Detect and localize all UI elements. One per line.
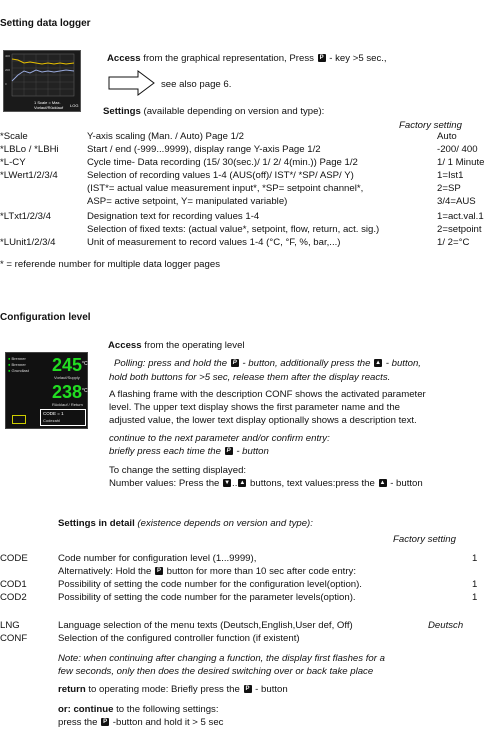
- change-line-1: To change the setting displayed:: [109, 465, 247, 476]
- logger-setting-value: 1=act.val.1: [437, 211, 484, 222]
- logger-setting-row: [0, 170, 492, 181]
- device-labels: [8, 356, 29, 374]
- p-key-icon: P: [245, 686, 250, 693]
- logger-setting-value: Auto: [437, 131, 457, 142]
- logger-setting-value: -200/ 400: [437, 144, 478, 155]
- logger-setting-desc: Selection of fixed texts: (actual value*, setpoint, flow, return, act. sig.): [87, 224, 380, 235]
- return-text: to operating mode: Briefly press the: [85, 684, 240, 695]
- cod1-desc: Possibility of setting the code number for the configuration level(option).: [58, 579, 362, 590]
- logger-setting-row: [0, 224, 492, 235]
- right-arrow-icon: [108, 70, 156, 96]
- see-also-text: see also page 6.: [161, 79, 232, 90]
- logger-setting-desc: Unit of measurement to record values 1-4 (°C, °F, %, bar,...): [87, 237, 341, 248]
- continue-text-b: - button: [233, 446, 269, 457]
- logger-setting-code: *LWert1/2/3/4: [0, 170, 58, 181]
- device-label-2-text: Brenner: [11, 362, 26, 367]
- p-key-icon: P: [232, 360, 237, 367]
- flash-line-2: level. The upper text display shows the first parameter name and the: [109, 402, 400, 413]
- device-value-top: 245: [52, 355, 83, 375]
- logger-caption-line1: 1 Scale = Max.: [34, 100, 61, 105]
- settings-detail-italic: (existence depends on version and type):: [134, 518, 313, 529]
- logger-setting-value: 2=setpoint: [437, 224, 482, 235]
- svg-text:400: 400: [5, 54, 11, 58]
- logger-setting-value: 1/ 1 Minute: [437, 157, 485, 168]
- continue-text-a: briefly press each time the: [109, 446, 221, 457]
- device-label-1: ● Brenner: [8, 356, 26, 361]
- lng-code: LNG: [0, 620, 20, 631]
- code-code: CODE: [0, 553, 28, 564]
- config-access: [108, 340, 245, 351]
- or-text: to the following settings:: [113, 704, 219, 715]
- conf-code: CONF: [0, 633, 28, 644]
- cod2-value: 1: [472, 592, 478, 603]
- press-text-b: -button and hold it > 5 sec: [110, 717, 224, 728]
- logger-setting-value: 1/ 2=°C: [437, 237, 470, 248]
- logger-setting-desc: Y-axis scaling (Man. / Auto) Page 1/2: [87, 131, 244, 142]
- device-code-sub: Codezahl: [43, 418, 60, 423]
- logger-setting-value: 3/4=AUS: [437, 196, 476, 207]
- factory-setting-header-2: Factory setting: [393, 534, 456, 545]
- logger-setting-desc: Cycle time- Data recording (15/ 30(sec.)/ 1/ 2/ 4(min.)) Page 1/2: [87, 157, 358, 168]
- or-line: [58, 704, 219, 715]
- logger-setting-desc: Start / end (-999...9999), display range Y-axis Page 1/2: [87, 144, 321, 155]
- device-value-bottom: 238: [52, 382, 83, 402]
- settings-detail-bold: Settings in detail: [58, 518, 135, 529]
- controller-display-image: [5, 352, 88, 429]
- polling-text-1: Polling: press and hold the: [114, 358, 228, 369]
- logger-setting-row: [0, 157, 492, 168]
- settings-text: (available depending on version and type):: [140, 106, 325, 117]
- logger-setting-code: *LBLo / *LBHi: [0, 144, 59, 155]
- config-access-text: from the operating level: [141, 340, 245, 351]
- note-line-1: Note: when continuing after changing a function, the display first flashes for a: [58, 653, 385, 664]
- access-line-1: [107, 53, 387, 64]
- conf-desc: Selection of the configured controller function (if existent): [58, 633, 300, 644]
- logger-log-label: LOG: [70, 103, 79, 108]
- code-value: 1: [472, 553, 478, 564]
- change-line-2: [109, 478, 423, 489]
- device-unit-top: °C: [82, 361, 88, 367]
- device-label-3: ● Grundlast: [8, 368, 29, 373]
- logger-setting-value: 1=Ist1: [437, 170, 464, 181]
- p-key-icon: P: [319, 55, 324, 62]
- device-label-1-text: Brenner: [11, 356, 26, 361]
- settings-bold: Settings: [103, 106, 141, 117]
- note-line-2: few seconds, only then does the desired switching over or back take place: [58, 666, 374, 677]
- section-title-data-logger: Setting data logger: [0, 18, 91, 29]
- cod1-value: 1: [472, 579, 478, 590]
- footnote: * = referende number for multiple data logger pages: [0, 259, 220, 270]
- polling-line-2: hold both buttons for >5 sec, release them after the display reacts.: [109, 372, 391, 383]
- flash-line-3: adjusted value, the lower text display optionally shows a description text.: [109, 415, 417, 426]
- logger-setting-row: [0, 183, 492, 194]
- logger-setting-desc: Designation text for recording values 1-4: [87, 211, 260, 222]
- cod2-desc: Possibility of setting the code number for the parameter levels(option).: [58, 592, 356, 603]
- up-key-icon: ▲: [239, 480, 246, 487]
- access-bold: Access: [107, 53, 141, 64]
- logger-setting-desc: ASP= active setpoint, Y= manipulated variable): [87, 196, 288, 207]
- access-text: from the graphical representation, Press: [140, 53, 314, 64]
- down-key-icon: ▼: [224, 480, 231, 487]
- press-text-a: press the: [58, 717, 98, 728]
- settings-heading: [103, 106, 324, 117]
- logger-setting-row: [0, 211, 492, 222]
- change-text-a: Number values: Press the: [109, 478, 220, 489]
- code-alt-text-b: button for more than 10 sec after code entry:: [164, 566, 356, 577]
- device-code-line: CODE = 1: [43, 411, 64, 416]
- flash-line-1: A flashing frame with the description CONF shows the activated parameter: [109, 389, 426, 400]
- or-bold: or: continue: [58, 704, 114, 715]
- logger-setting-value: 2=SP: [437, 183, 461, 194]
- logger-setting-row: [0, 144, 492, 155]
- code-desc: Code number for configuration level (1...9999),: [58, 553, 257, 564]
- logger-setting-code: *LTxt1/2/3/4: [0, 211, 52, 222]
- change-text-b: ..: [232, 478, 238, 489]
- logger-setting-code: *Scale: [0, 131, 28, 142]
- access-after: - key >5 sec.,: [326, 53, 387, 64]
- change-text-c: buttons, text values:press the: [247, 478, 375, 489]
- p-key-icon: P: [226, 448, 231, 455]
- p-key-icon: P: [156, 568, 161, 575]
- lng-desc: Language selection of the menu texts (Deutsch,English,User def, Off): [58, 620, 353, 631]
- up-key-icon: ▲: [375, 360, 382, 367]
- return-bold: return: [58, 684, 86, 695]
- svg-text:0: 0: [5, 82, 7, 86]
- device-sub-top: Vorlauf/Supply: [54, 375, 80, 380]
- return-line: [58, 684, 288, 695]
- logger-caption: [34, 100, 63, 110]
- conf-frame: [40, 409, 86, 426]
- polling-text-3: - button,: [383, 358, 421, 369]
- press-line: [58, 717, 223, 728]
- data-logger-screen-image: [3, 50, 81, 112]
- code-alt-text-a: Alternatively: Hold the: [58, 566, 152, 577]
- logger-setting-row: [0, 196, 492, 207]
- device-label-3-text: Grundlast: [11, 368, 29, 373]
- device-unit-bottom: °C: [82, 388, 88, 394]
- lng-value: Deutsch: [428, 620, 464, 631]
- settings-detail-heading: [58, 518, 313, 529]
- device-sub-bottom: Rücklauf / Return: [52, 402, 83, 407]
- device-label-2: ● Brenner: [8, 362, 26, 367]
- cod1-code: COD1: [0, 579, 27, 590]
- p-key-icon: P: [103, 719, 108, 726]
- logger-setting-desc: Selection of recording values 1-4 (AUS(off)/ IST*/ *SP/ ASP/ Y): [87, 170, 354, 181]
- logger-setting-row: [0, 131, 492, 142]
- logger-setting-desc: (IST*= actual value measurement input*, *SP= setpoint channel*,: [87, 183, 364, 194]
- polling-line-1: [114, 358, 421, 369]
- device-setting-icon: [12, 415, 26, 424]
- logger-setting-row: [0, 237, 492, 248]
- change-text-d: - button: [387, 478, 423, 489]
- section-title-configuration: Configuration level: [0, 312, 91, 323]
- continue-line-2: [109, 446, 269, 457]
- return-after: - button: [252, 684, 288, 695]
- logger-setting-code: *L-CY: [0, 157, 26, 168]
- logger-setting-code: *LUnit1/2/3/4: [0, 237, 56, 248]
- svg-text:200: 200: [5, 68, 11, 72]
- continue-line-1: continue to the next parameter and/or confirm entry:: [109, 433, 330, 444]
- cod2-code: COD2: [0, 592, 27, 603]
- factory-setting-header-1: Factory setting: [399, 120, 462, 131]
- up-key-icon: ▲: [379, 480, 386, 487]
- code-alt-line: [58, 566, 356, 577]
- polling-text-2: - button, additionally press the: [239, 358, 371, 369]
- config-access-bold: Access: [108, 340, 142, 351]
- logger-caption-line2: Vorlauf/Rücklauf: [34, 105, 64, 110]
